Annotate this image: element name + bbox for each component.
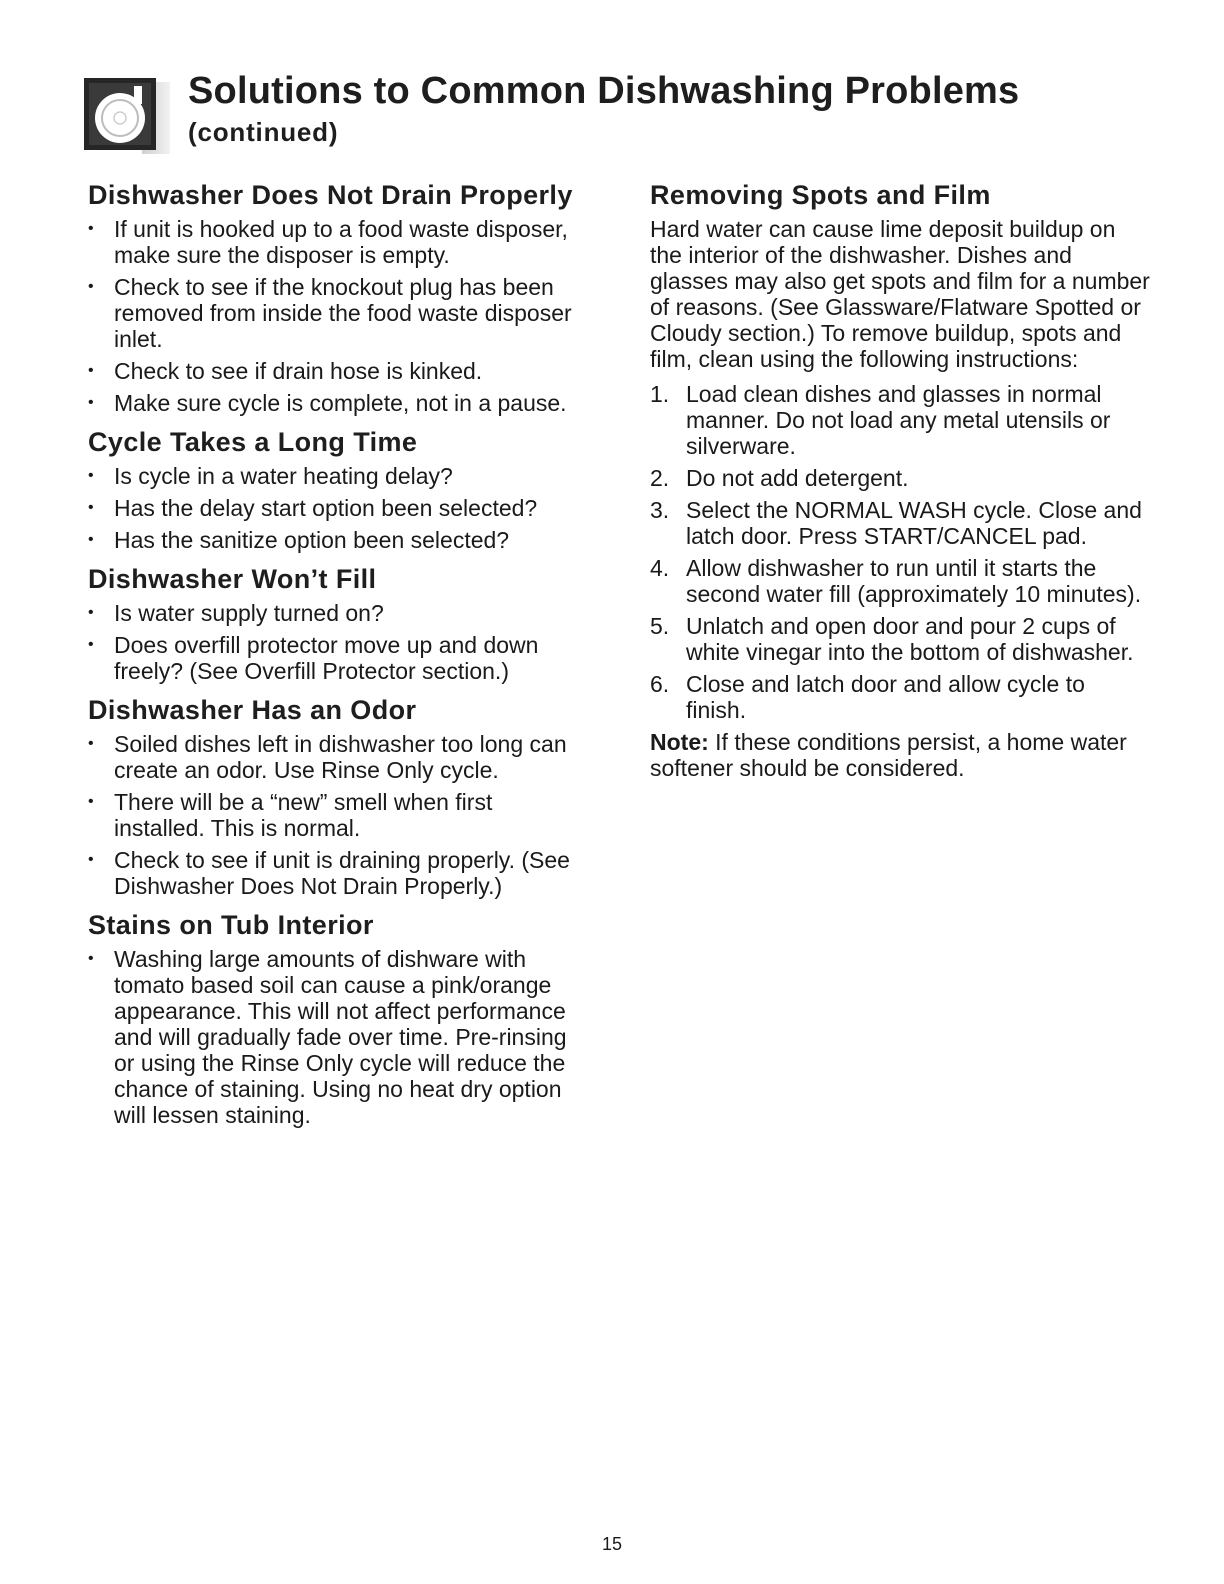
list-item: • Check to see if drain hose is kinked. xyxy=(88,358,588,384)
step-number: 1. xyxy=(650,381,670,407)
step-item xyxy=(650,671,1150,723)
section-heading: Dishwasher Does Not Drain Properly xyxy=(88,180,573,210)
bullet-list xyxy=(88,731,588,899)
list-item: • If unit is hooked up to a food waste disposer, make sure the disposer is empty. xyxy=(88,216,588,268)
list-item: • Check to see if unit is draining properly. (See Dishwasher Does Not Drain Properly.) xyxy=(88,847,588,899)
list-item: • Soiled dishes left in dishwasher too long can create an odor. Use Rinse Only cycle. xyxy=(88,731,588,783)
step-item xyxy=(650,613,1150,665)
page-title: Solutions to Common Dishwashing Problems xyxy=(188,70,1020,112)
section-heading: Dishwasher Has an Odor xyxy=(88,695,417,725)
note-text: If these conditions persist, a home water softener should be considered. xyxy=(650,729,1127,781)
list-item: • Has the delay start option been selected? xyxy=(88,495,588,521)
troubleshooting-section xyxy=(88,425,588,553)
section-intro: Hard water can cause lime deposit buildup on the interior of the dishwasher. Dishes and glasses may also get spots and film for a number of reasons. (See Glassware/Flatware Spotted or Cloudy section.) To remove buildup, spots and film, clean using the following instructions: xyxy=(650,216,1150,372)
troubleshooting-section xyxy=(88,562,588,684)
bullet-list xyxy=(88,600,588,684)
step-item xyxy=(650,555,1150,607)
dishwasher-logo-icon xyxy=(84,78,170,154)
step-number: 2. xyxy=(650,465,670,491)
step-text: Select the NORMAL WASH cycle. Close and latch door. Press START/CANCEL pad. xyxy=(686,497,1142,549)
list-item: • There will be a “new” smell when first installed. This is normal. xyxy=(88,789,588,841)
step-text: Do not add detergent. xyxy=(686,465,909,491)
list-item: • Is water supply turned on? xyxy=(88,600,588,626)
step-number: 3. xyxy=(650,497,670,523)
page-header xyxy=(84,70,1164,162)
step-number: 6. xyxy=(650,671,670,697)
troubleshooting-section xyxy=(88,908,588,1128)
step-number: 5. xyxy=(650,613,670,639)
page-number: 15 xyxy=(601,1534,623,1554)
note-paragraph xyxy=(650,729,1150,781)
list-item: • Does overfill protector move up and down freely? (See Overfill Protector section.) xyxy=(88,632,588,684)
page-subtitle: (continued) xyxy=(188,117,339,147)
section-heading: Cycle Takes a Long Time xyxy=(88,427,418,457)
list-item: • Is cycle in a water heating delay? xyxy=(88,463,588,489)
step-item xyxy=(650,381,1150,459)
list-item: • Washing large amounts of dishware with tomato based soil can cause a pink/orange appearance. This will not affect performance and will gradually fade over time. Pre-rinsing or using the Rinse Only cycle will reduce the chance of staining. Using no heat dry option will lessen staining. xyxy=(88,946,588,1128)
troubleshooting-section xyxy=(88,693,588,899)
section-heading-removing-spots: Removing Spots and Film xyxy=(650,180,991,210)
troubleshooting-section xyxy=(88,178,588,416)
steps-list xyxy=(650,381,1150,723)
bullet-list xyxy=(88,946,588,1128)
bullet-list xyxy=(88,216,588,416)
note-label: Note: xyxy=(650,729,709,755)
step-text: Unlatch and open door and pour 2 cups of white vinegar into the bottom of dishwasher. xyxy=(686,613,1134,665)
right-column xyxy=(650,178,1150,781)
step-item xyxy=(650,497,1150,549)
step-text: Allow dishwasher to run until it starts the second water fill (approximately 10 minutes). xyxy=(686,555,1142,607)
section-heading: Dishwasher Won’t Fill xyxy=(88,564,377,594)
section-heading: Stains on Tub Interior xyxy=(88,910,374,940)
step-text: Close and latch door and allow cycle to finish. xyxy=(686,671,1085,723)
list-item: • Has the sanitize option been selected? xyxy=(88,527,588,553)
list-item: • Check to see if the knockout plug has been removed from inside the food waste disposer inlet. xyxy=(88,274,588,352)
step-text: Load clean dishes and glasses in normal manner. Do not load any metal utensils or silverware. xyxy=(686,381,1111,459)
list-item: • Make sure cycle is complete, not in a pause. xyxy=(88,390,588,416)
step-item xyxy=(650,465,1150,491)
step-number: 4. xyxy=(650,555,670,581)
left-column xyxy=(88,178,588,1137)
bullet-list xyxy=(88,463,588,553)
